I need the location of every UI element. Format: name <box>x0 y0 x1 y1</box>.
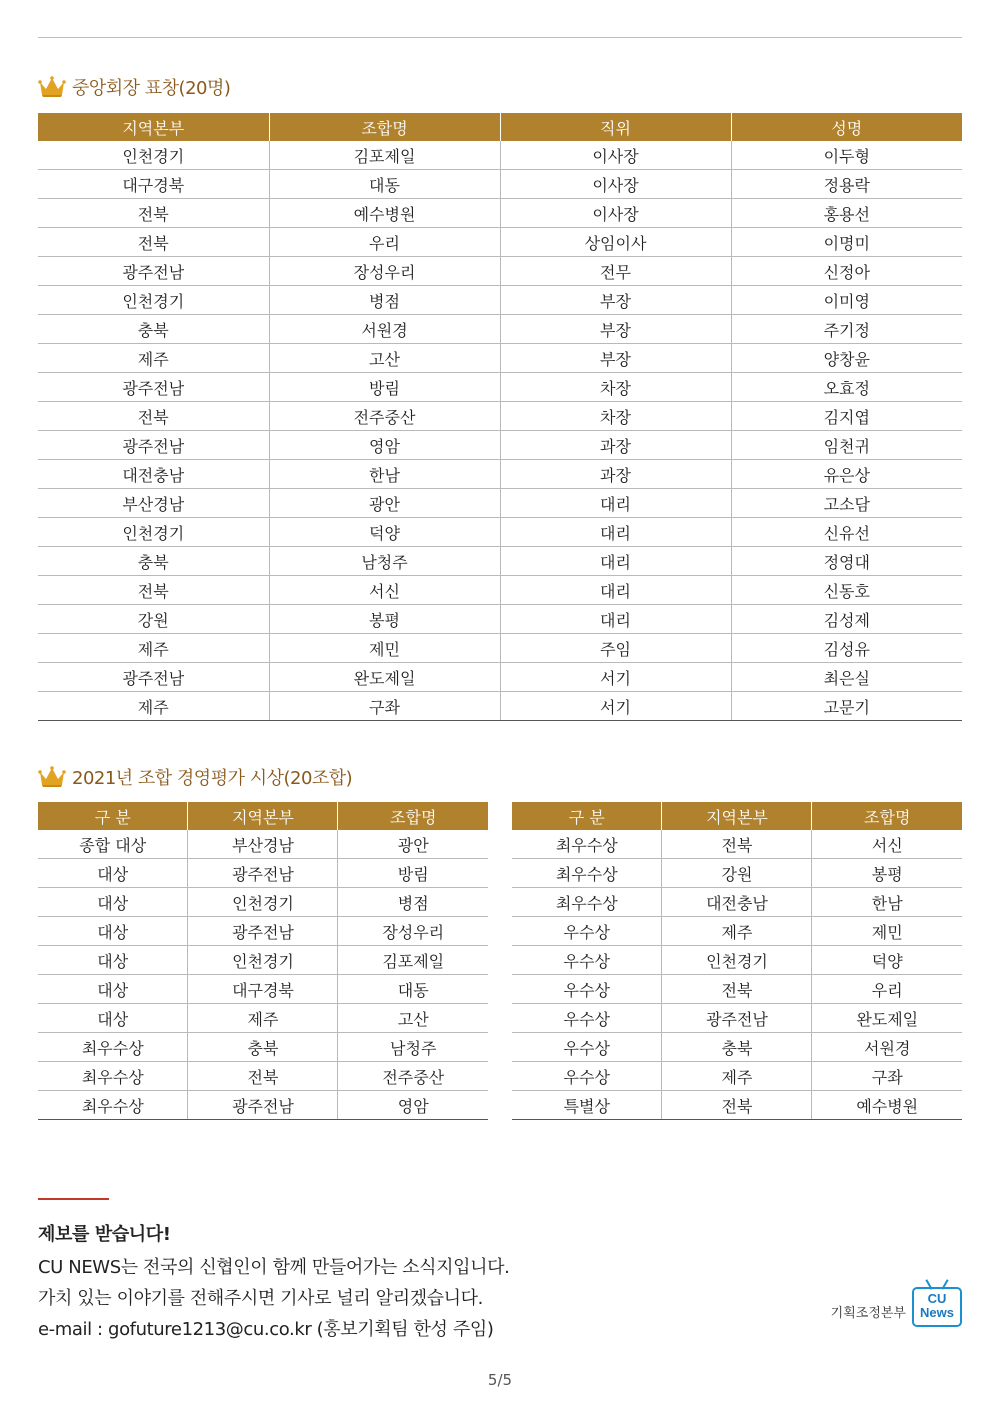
tips-line: CU NEWS는 전국의 신협인이 함께 만들어가는 소식지입니다. <box>38 1257 510 1278</box>
table-cell: 제주 <box>38 344 269 373</box>
table-cell: 제주 <box>38 634 269 663</box>
header-region: 지역본부 <box>662 802 812 830</box>
table-row <box>38 1004 488 1033</box>
table-cell: 봉평 <box>812 859 962 888</box>
table-row <box>38 199 962 228</box>
table-cell: 인천경기 <box>38 141 269 170</box>
tv-icon <box>912 1287 962 1327</box>
table-cell: 상임이사 <box>500 228 731 257</box>
table-row <box>38 431 962 460</box>
table-cell: 홍용선 <box>731 199 962 228</box>
table-row <box>38 460 962 489</box>
table-cell: 특별상 <box>512 1091 662 1120</box>
table-cell: 김성제 <box>731 605 962 634</box>
table-cell: 고문기 <box>731 692 962 721</box>
table-row <box>38 859 488 888</box>
table-cell: 서신 <box>269 576 500 605</box>
table-cell: 봉평 <box>269 605 500 634</box>
table-row <box>38 576 962 605</box>
table-cell: 부산경남 <box>38 489 269 518</box>
table-cell: 전북 <box>38 199 269 228</box>
table-cell: 최우수상 <box>512 859 662 888</box>
table-cell: 광주전남 <box>38 431 269 460</box>
table-row <box>38 1062 488 1091</box>
table-cell: 김포제일 <box>269 141 500 170</box>
evaluation-table-right <box>512 802 962 1120</box>
table-cell: 최우수상 <box>512 830 662 859</box>
table-cell: 양창윤 <box>731 344 962 373</box>
table-row <box>38 228 962 257</box>
table-row <box>38 663 962 692</box>
crown-icon <box>38 766 66 788</box>
table-row <box>38 830 488 859</box>
table-cell: 최우수상 <box>38 1062 188 1091</box>
table-cell: 광주전남 <box>188 859 338 888</box>
table-cell: 덕양 <box>269 518 500 547</box>
table-row <box>38 547 962 576</box>
table-cell: 방림 <box>269 373 500 402</box>
table-row <box>38 917 488 946</box>
table-cell: 이명미 <box>731 228 962 257</box>
table-cell: 김지엽 <box>731 402 962 431</box>
table-cell: 부장 <box>500 344 731 373</box>
table-row <box>512 888 962 917</box>
table-cell: 대구경북 <box>38 170 269 199</box>
section-title-text: 2021년 조합 경영평가 시상(20조합) <box>72 768 353 789</box>
table-row <box>38 975 488 1004</box>
table-cell: 인천경기 <box>38 286 269 315</box>
table-cell: 전북 <box>38 576 269 605</box>
table-row <box>512 917 962 946</box>
table-cell: 인천경기 <box>662 946 812 975</box>
table-cell: 정용락 <box>731 170 962 199</box>
tips-email-line[interactable]: e-mail : gofuture1213@cu.co.kr (홍보기획팀 한성 주임) <box>38 1319 494 1340</box>
header-name: 성명 <box>731 113 962 141</box>
table-cell: 김포제일 <box>338 946 488 975</box>
department-label: 기획조정본부 <box>830 1306 906 1321</box>
table-cell: 광안 <box>338 830 488 859</box>
table-cell: 대상 <box>38 888 188 917</box>
table-row <box>38 141 962 170</box>
table-cell: 대구경북 <box>188 975 338 1004</box>
table-row <box>38 373 962 402</box>
table-row <box>38 692 962 721</box>
table-cell: 대리 <box>500 489 731 518</box>
table-cell: 부장 <box>500 315 731 344</box>
table-cell: 최우수상 <box>38 1033 188 1062</box>
footer-logo-area <box>831 1287 962 1327</box>
table-row <box>38 170 962 199</box>
table-cell: 고소담 <box>731 489 962 518</box>
table-row <box>38 1091 488 1120</box>
table-cell: 신유선 <box>731 518 962 547</box>
section-title-text: 중앙회장 표창(20명) <box>72 78 231 99</box>
table-cell: 충북 <box>38 547 269 576</box>
table-row <box>38 1033 488 1062</box>
table-cell: 제주 <box>662 917 812 946</box>
table-cell: 서기 <box>500 692 731 721</box>
central-award-table <box>38 113 962 721</box>
tips-block <box>38 1220 738 1345</box>
table-cell: 광안 <box>269 489 500 518</box>
page-number: 5/5 <box>487 1371 513 1389</box>
evaluation-table-left <box>38 802 488 1120</box>
table-cell: 병점 <box>269 286 500 315</box>
table-cell: 우수상 <box>512 1004 662 1033</box>
table-cell: 이사장 <box>500 199 731 228</box>
table-cell: 한남 <box>269 460 500 489</box>
table-cell: 유은상 <box>731 460 962 489</box>
table-cell: 광주전남 <box>662 1004 812 1033</box>
header-union: 조합명 <box>269 113 500 141</box>
table-cell: 충북 <box>662 1033 812 1062</box>
table-cell: 전북 <box>188 1062 338 1091</box>
table-cell: 우수상 <box>512 975 662 1004</box>
table-cell: 충북 <box>188 1033 338 1062</box>
table-cell: 전주중산 <box>269 402 500 431</box>
table-row <box>38 257 962 286</box>
table-cell: 인천경기 <box>188 946 338 975</box>
header-region: 지역본부 <box>38 113 269 141</box>
table-header-row <box>38 802 488 830</box>
header-region: 지역본부 <box>188 802 338 830</box>
table-cell: 완도제일 <box>269 663 500 692</box>
header-union: 조합명 <box>338 802 488 830</box>
table-row <box>512 946 962 975</box>
section-title-central-award <box>38 74 230 100</box>
table-cell: 우수상 <box>512 917 662 946</box>
table-row <box>38 888 488 917</box>
table-cell: 서원경 <box>269 315 500 344</box>
table-cell: 제주 <box>662 1062 812 1091</box>
table-cell: 대전충남 <box>662 888 812 917</box>
table-cell: 고산 <box>338 1004 488 1033</box>
table-row <box>38 946 488 975</box>
table-cell: 이사장 <box>500 170 731 199</box>
table-header-row <box>512 802 962 830</box>
table-row <box>38 402 962 431</box>
table-cell: 전북 <box>38 228 269 257</box>
table-cell: 장성우리 <box>269 257 500 286</box>
table-cell: 전무 <box>500 257 731 286</box>
table-cell: 영암 <box>338 1091 488 1120</box>
table-cell: 인천경기 <box>38 518 269 547</box>
table-cell: 우수상 <box>512 1033 662 1062</box>
table-cell: 광주전남 <box>38 257 269 286</box>
table-cell: 차장 <box>500 373 731 402</box>
table-cell: 제주 <box>188 1004 338 1033</box>
table-cell: 서기 <box>500 663 731 692</box>
tips-accent-rule <box>38 1198 109 1200</box>
crown-icon <box>38 76 66 98</box>
table-cell: 이두형 <box>731 141 962 170</box>
table-row <box>512 859 962 888</box>
table-cell: 전주중산 <box>338 1062 488 1091</box>
table-cell: 김성유 <box>731 634 962 663</box>
table-cell: 우수상 <box>512 946 662 975</box>
table-cell: 전북 <box>662 975 812 1004</box>
table-cell: 광주전남 <box>188 917 338 946</box>
table-row <box>38 634 962 663</box>
table-cell: 정영대 <box>731 547 962 576</box>
table-cell: 인천경기 <box>188 888 338 917</box>
table-row <box>38 518 962 547</box>
table-cell: 대리 <box>500 576 731 605</box>
table-cell: 병점 <box>338 888 488 917</box>
table-cell: 임천귀 <box>731 431 962 460</box>
table-cell: 예수병원 <box>269 199 500 228</box>
logo-text: CU <box>927 1291 947 1306</box>
table-header-row <box>38 113 962 141</box>
table-row <box>512 975 962 1004</box>
table-row <box>38 344 962 373</box>
table-row <box>512 1033 962 1062</box>
table-cell: 강원 <box>662 859 812 888</box>
table-cell: 과장 <box>500 431 731 460</box>
top-divider <box>38 37 962 38</box>
table-row <box>512 1004 962 1033</box>
table-cell: 전북 <box>38 402 269 431</box>
table-cell: 주임 <box>500 634 731 663</box>
table-row <box>38 315 962 344</box>
table-cell: 대리 <box>500 547 731 576</box>
table-cell: 종합 대상 <box>38 830 188 859</box>
table-cell: 차장 <box>500 402 731 431</box>
tips-title: 제보를 받습니다! <box>38 1224 171 1245</box>
table-cell: 최우수상 <box>512 888 662 917</box>
table-cell: 제민 <box>269 634 500 663</box>
table-cell: 대상 <box>38 975 188 1004</box>
table-cell: 덕양 <box>812 946 962 975</box>
table-row <box>38 489 962 518</box>
table-cell: 대상 <box>38 917 188 946</box>
table-cell: 구좌 <box>269 692 500 721</box>
table-cell: 우수상 <box>512 1062 662 1091</box>
table-cell: 방림 <box>338 859 488 888</box>
table-cell: 전북 <box>662 1091 812 1120</box>
table-cell: 이미영 <box>731 286 962 315</box>
table-cell: 대전충남 <box>38 460 269 489</box>
table-cell: 과장 <box>500 460 731 489</box>
table-row <box>512 1091 962 1120</box>
table-cell: 부장 <box>500 286 731 315</box>
table-row <box>38 605 962 634</box>
table-cell: 대리 <box>500 518 731 547</box>
tips-line: 가치 있는 이야기를 전해주시면 기사로 널리 알리겠습니다. <box>38 1288 483 1309</box>
header-position: 직위 <box>500 113 731 141</box>
table-cell: 강원 <box>38 605 269 634</box>
table-cell: 고산 <box>269 344 500 373</box>
section-title-evaluation-award <box>38 764 352 790</box>
table-cell: 서원경 <box>812 1033 962 1062</box>
table-cell: 광주전남 <box>38 663 269 692</box>
header-category: 구 분 <box>512 802 662 830</box>
table-cell: 제주 <box>38 692 269 721</box>
table-cell: 우리 <box>269 228 500 257</box>
table-cell: 장성우리 <box>338 917 488 946</box>
table-row <box>512 1062 962 1091</box>
table-cell: 신정아 <box>731 257 962 286</box>
table-cell: 대상 <box>38 946 188 975</box>
table-cell: 충북 <box>38 315 269 344</box>
table-cell: 이사장 <box>500 141 731 170</box>
table-cell: 영암 <box>269 431 500 460</box>
table-cell: 서신 <box>812 830 962 859</box>
table-cell: 예수병원 <box>812 1091 962 1120</box>
table-cell: 최은실 <box>731 663 962 692</box>
table-cell: 주기정 <box>731 315 962 344</box>
table-cell: 제민 <box>812 917 962 946</box>
table-cell: 대동 <box>269 170 500 199</box>
header-union: 조합명 <box>812 802 962 830</box>
table-cell: 대리 <box>500 605 731 634</box>
table-cell: 우리 <box>812 975 962 1004</box>
table-cell: 대상 <box>38 859 188 888</box>
table-cell: 광주전남 <box>38 373 269 402</box>
table-cell: 남청주 <box>269 547 500 576</box>
table-cell: 광주전남 <box>188 1091 338 1120</box>
table-cell: 최우수상 <box>38 1091 188 1120</box>
table-cell: 완도제일 <box>812 1004 962 1033</box>
table-cell: 전북 <box>662 830 812 859</box>
logo-text: News <box>920 1305 954 1320</box>
table-cell: 남청주 <box>338 1033 488 1062</box>
table-row <box>38 286 962 315</box>
table-cell: 한남 <box>812 888 962 917</box>
header-category: 구 분 <box>38 802 188 830</box>
table-cell: 구좌 <box>812 1062 962 1091</box>
table-row <box>512 830 962 859</box>
table-cell: 부산경남 <box>188 830 338 859</box>
table-cell: 오효정 <box>731 373 962 402</box>
table-cell: 대상 <box>38 1004 188 1033</box>
table-cell: 신동호 <box>731 576 962 605</box>
table-cell: 대동 <box>338 975 488 1004</box>
